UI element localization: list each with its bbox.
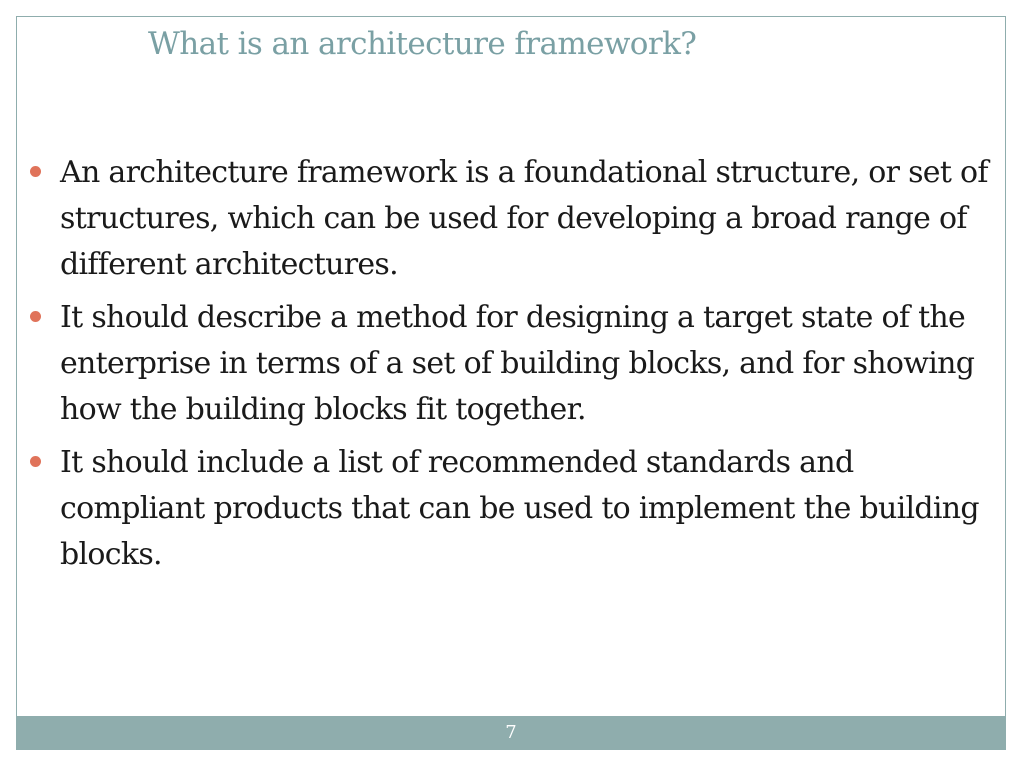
bullet-item [30,440,998,578]
slide-title: What is an architecture framework? [148,26,697,62]
bullet-text: It should describe a method for designing a target state of the enterprise in terms of a set of building blocks, and for showing how the building blocks fit together. [60,300,975,427]
bullet-item [30,150,998,288]
page-number: 7 [505,722,517,743]
bullet-marker-icon [30,456,41,467]
footer-bar [17,716,1005,749]
bullet-item [30,295,998,433]
bullet-list [30,150,998,585]
bullet-marker-icon [30,311,41,322]
bullet-text: It should include a list of recommended standards and compliant products that can be used to implement the building blocks. [60,445,979,572]
bullet-text: An architecture framework is a foundational structure, or set of structures, which can be used for developing a broad range of different architectures. [60,155,988,282]
bullet-marker-icon [30,166,41,177]
